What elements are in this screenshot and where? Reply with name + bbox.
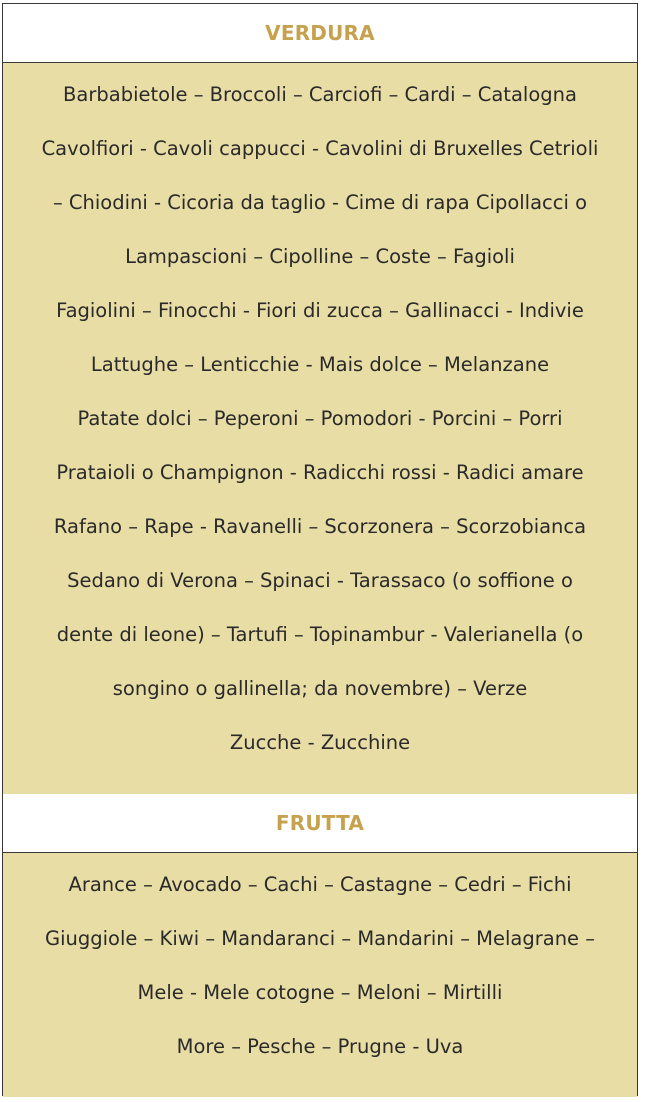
frutta-header (3, 794, 637, 852)
frutta-line-2: Giuggiole – Kiwi – Mandaranci – Mandarini – Melagrane – (45, 927, 595, 950)
seasonal-produce-table (2, 3, 638, 1096)
verdura-line-4: Lampascioni – Cipolline – Coste – Fagioli (125, 245, 515, 268)
verdura-line-5: Fagiolini – Finocchi - Fiori di zucca – Gallinacci - Indivie (56, 299, 584, 322)
verdura-line-6: Lattughe – Lenticchie - Mais dolce – Melanzane (90, 353, 550, 376)
frutta-list (3, 852, 637, 1097)
verdura-header (3, 4, 637, 62)
frutta-line-1: Arance – Avocado – Cachi – Castagne – Cedri – Fichi (68, 873, 572, 896)
verdura-line-8: Prataioli o Champignon - Radicchi rossi - Radici amare (56, 461, 584, 484)
verdura-title: VERDURA (265, 21, 375, 45)
verdura-line-3: – Chiodini - Cicoria da taglio - Cime di rapa Cipollacci o (52, 191, 588, 214)
verdura-list (3, 62, 637, 795)
verdura-line-12: songino o gallinella; da novembre) – Verze (112, 677, 528, 700)
verdura-line-11: dente di leone) – Tartufi – Topinambur - Valerianella (o (56, 623, 584, 646)
frutta-line-4: More – Pesche – Prugne - Uva (176, 1035, 464, 1058)
verdura-line-9: Rafano – Rape - Ravanelli – Scorzonera – Scorzobianca (53, 515, 587, 538)
verdura-line-1: Barbabietole – Broccoli – Carciofi – Cardi – Catalogna (63, 83, 577, 106)
frutta-title: FRUTTA (275, 811, 365, 835)
verdura-line-7: Patate dolci – Peperoni – Pomodori - Porcini – Porri (77, 407, 563, 430)
verdura-line-13: Zucche - Zucchine (229, 731, 411, 754)
frutta-line-3: Mele - Mele cotogne – Meloni – Mirtilli (137, 981, 503, 1004)
verdura-line-10: Sedano di Verona – Spinaci - Tarassaco (o soffione o (67, 569, 573, 592)
verdura-line-2: Cavolfiori - Cavoli cappucci - Cavolini di Bruxelles Cetrioli (41, 137, 599, 160)
